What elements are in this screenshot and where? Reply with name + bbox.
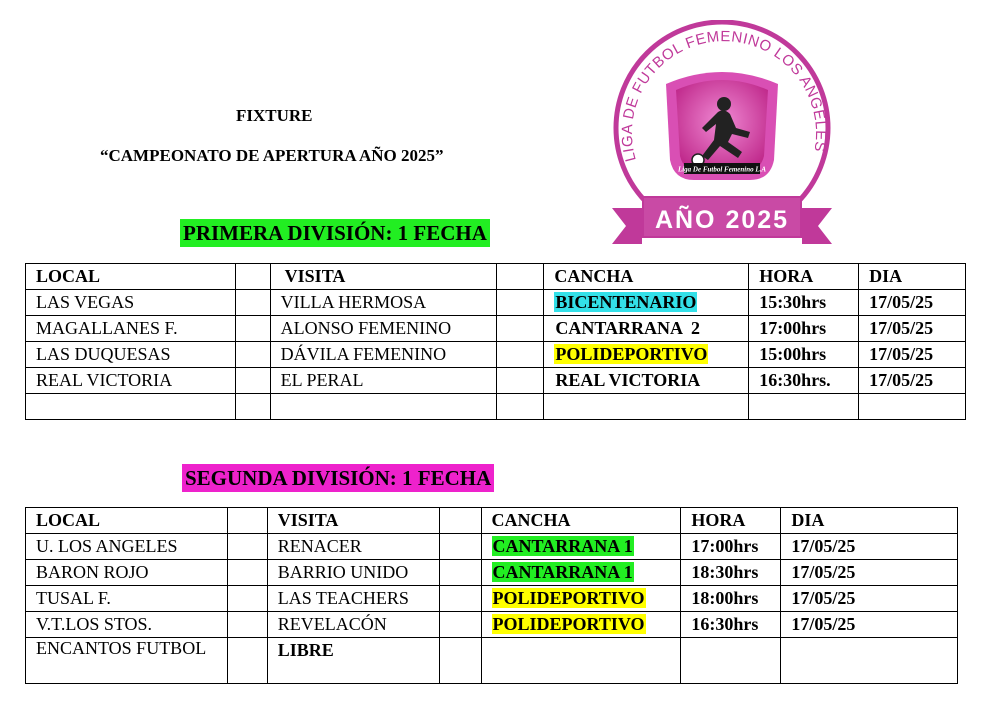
col-header-hora: HORA — [681, 508, 781, 534]
table-row — [26, 638, 958, 684]
match-time: 18:00hrs — [681, 586, 781, 612]
col-header-visita: VISITA — [270, 264, 497, 290]
championship-title: “CAMPEONATO DE APERTURA AÑO 2025” — [100, 146, 444, 165]
visiting-team: REVELACÓN — [267, 612, 439, 638]
match-time: 17:00hrs — [749, 316, 859, 342]
logo-arc-text: LIGA DE FUTBOL FEMENINO LOS ANGELES — [618, 28, 830, 164]
col-header-visita: VISITA — [267, 508, 439, 534]
league-logo — [606, 20, 838, 250]
visiting-team: RENACER — [267, 534, 439, 560]
table-row — [26, 560, 958, 586]
match-time: 16:30hrs. — [749, 368, 859, 394]
local-team: U. LOS ANGELES — [26, 534, 228, 560]
match-time: 17:00hrs — [681, 534, 781, 560]
col-header-dia: DIA — [781, 508, 958, 534]
match-date: 17/05/25 — [859, 316, 966, 342]
local-team: MAGALLANES F. — [26, 316, 236, 342]
col-header-hora: HORA — [749, 264, 859, 290]
logo-shield-text: Liga De Futbol Femenino L.A — [677, 165, 767, 174]
table-row — [26, 290, 966, 316]
local-team: ENCANTOS FUTBOL — [26, 638, 228, 684]
field-name: POLIDEPORTIVO — [555, 344, 708, 364]
table-row — [26, 368, 966, 394]
match-date: 17/05/25 — [859, 368, 966, 394]
match-date: 17/05/25 — [781, 534, 958, 560]
table-header-row — [26, 508, 958, 534]
table-row — [26, 612, 958, 638]
logo-ribbon-text: AÑO 2025 — [654, 206, 790, 234]
col-header-dia: DIA — [859, 264, 966, 290]
col-header-local: LOCAL — [26, 264, 236, 290]
match-time: 15:00hrs — [749, 342, 859, 368]
visiting-team: BARRIO UNIDO — [267, 560, 439, 586]
visiting-team: VILLA HERMOSA — [270, 290, 497, 316]
field-name — [481, 638, 681, 684]
field-name: CANTARRANA 1 — [492, 536, 633, 556]
visiting-team: ALONSO FEMENINO — [270, 316, 497, 342]
document-title: FIXTURE — [236, 106, 313, 125]
match-date: 17/05/25 — [859, 290, 966, 316]
segunda-division-table — [25, 507, 958, 684]
match-date: 17/05/25 — [781, 612, 958, 638]
match-time: 15:30hrs — [749, 290, 859, 316]
match-date: 17/05/25 — [781, 560, 958, 586]
local-team: REAL VICTORIA — [26, 368, 236, 394]
col-header-cancha: CANCHA — [481, 508, 681, 534]
match-time: 18:30hrs — [681, 560, 781, 586]
local-team: TUSAL F. — [26, 586, 228, 612]
visiting-team: LAS TEACHERS — [267, 586, 439, 612]
local-team: LAS VEGAS — [26, 290, 236, 316]
table-row — [26, 534, 958, 560]
match-time — [681, 638, 781, 684]
match-date — [781, 638, 958, 684]
table-row — [26, 316, 966, 342]
local-team: V.T.LOS STOS. — [26, 612, 228, 638]
segunda-division-heading: SEGUNDA DIVISIÓN: 1 FECHA — [182, 464, 494, 492]
match-date: 17/05/25 — [781, 586, 958, 612]
field-name: CANTARRANA 2 — [555, 318, 701, 338]
field-name: REAL VICTORIA — [555, 370, 701, 390]
visiting-team: DÁVILA FEMENINO — [270, 342, 497, 368]
visiting-team: LIBRE — [267, 638, 439, 684]
visiting-team: EL PERAL — [270, 368, 497, 394]
table-row — [26, 342, 966, 368]
primera-division-table — [25, 263, 966, 420]
local-team: LAS DUQUESAS — [26, 342, 236, 368]
col-header-cancha: CANCHA — [544, 264, 749, 290]
match-date: 17/05/25 — [859, 342, 966, 368]
primera-division-heading: PRIMERA DIVISIÓN: 1 FECHA — [180, 219, 490, 247]
table-header-row — [26, 264, 966, 290]
field-name: POLIDEPORTIVO — [492, 588, 645, 608]
col-header-local: LOCAL — [26, 508, 228, 534]
field-name: CANTARRANA 1 — [492, 562, 633, 582]
table-row — [26, 586, 958, 612]
match-time: 16:30hrs — [681, 612, 781, 638]
local-team: BARON ROJO — [26, 560, 228, 586]
field-name: POLIDEPORTIVO — [492, 614, 645, 634]
empty-row — [26, 394, 966, 420]
field-name: BICENTENARIO — [555, 292, 697, 312]
